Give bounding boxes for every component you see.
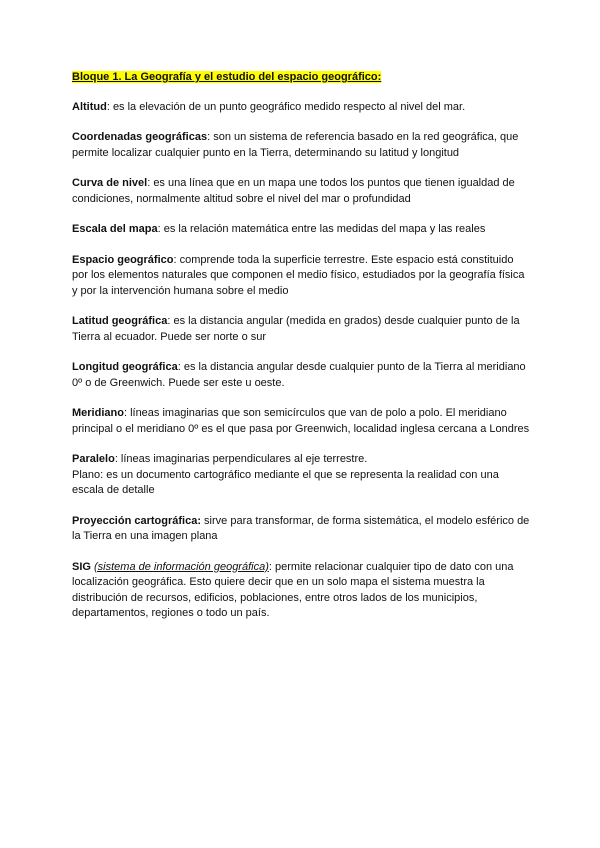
definition-coordenadas: : son un sistema de referencia basado en la red geográfica, que permite localizar cualquier punto en la Tierra, determinando su latitud y longitud (72, 131, 519, 159)
entry-longitud (72, 360, 530, 391)
section-heading-text: Bloque 1. La Geografía y el estudio del espacio geográfico: (72, 71, 382, 83)
definition-plano: Plano: es un documento cartográfico mediante el que se representa la realidad con una escala de detalle (72, 468, 499, 496)
definition-meridiano: : líneas imaginarias que son semicírculos que van de polo a polo. El meridiano principal o el meridiano 0º es el que pasa por Greenwich, localidad inglesa cercana a Londres (72, 407, 530, 435)
term-espacio-geografico: Espacio geográfico (72, 253, 174, 266)
term-coordenadas: Coordenadas geográficas (72, 131, 208, 143)
term-paralelo: Paralelo (72, 453, 115, 465)
definition-latitud: : es la distancia angular (medida en grados) desde cualquier punto de la Tierra al ecuador. Puede ser norte o sur (72, 315, 520, 343)
entry-escala (72, 222, 530, 238)
entry-altitud (72, 100, 530, 116)
entry-meridiano (72, 406, 530, 437)
entry-coordenadas (72, 130, 530, 161)
sig-expansion-link[interactable]: (sistema de información geográfica) (94, 560, 269, 573)
entry-curva-de-nivel (72, 176, 530, 207)
entry-proyeccion (72, 514, 530, 545)
definition-espacio-geografico: : comprende toda la superficie terrestre. Este espacio está constituido por los elementos naturales que componen el medio físico, estudiados por la geografía física y por la intervención humana sobre el medio (72, 253, 525, 297)
definition-altitud: : es la elevación de un punto geográfico medido respecto al nivel del mar. (106, 100, 466, 113)
section-heading (72, 70, 530, 86)
term-longitud: Longitud geográfica (72, 361, 178, 373)
definition-curva-de-nivel: : es una línea que en un mapa une todos los puntos que tienen igualdad de condiciones, normalmente altitud sobre el nivel del mar o profundidad (72, 177, 515, 205)
term-proyeccion: Proyección cartográfica: (72, 514, 201, 527)
definition-longitud: : es la distancia angular desde cualquier punto de la Tierra al meridiano 0º o de Greenwich. Puede ser este u oeste. (72, 361, 526, 389)
document-page (72, 70, 530, 637)
term-latitud: Latitud geográfica (72, 315, 168, 327)
paralelo-line (72, 452, 530, 468)
definition-sig: : permite relacionar cualquier tipo de dato con una localización geográfica. Esto quiere decir que en un solo mapa el sistema muestra la distribución de recursos, edificios, poblaciones, entre otros lados de los municipios, departamentos, regiones o todo un país. (72, 560, 514, 619)
definition-escala: : es la relación matemática entre las medidas del mapa y las reales (157, 223, 486, 235)
entry-latitud (72, 314, 530, 345)
definition-proyeccion: sirve para transformar, de forma sistemática, el modelo esférico de la Tierra en una imagen plana (72, 514, 530, 542)
term-curva-de-nivel: Curva de nivel (72, 177, 148, 189)
term-altitud: Altitud (72, 100, 107, 113)
term-sig: SIG (72, 560, 91, 573)
entry-espacio-geografico (72, 253, 530, 300)
term-escala: Escala del mapa (72, 223, 158, 235)
term-meridiano: Meridiano (72, 407, 124, 419)
entry-sig (72, 560, 530, 622)
entry-paralelo (72, 452, 530, 499)
definition-paralelo: : líneas imaginarias perpendiculares al eje terrestre. (114, 453, 368, 465)
